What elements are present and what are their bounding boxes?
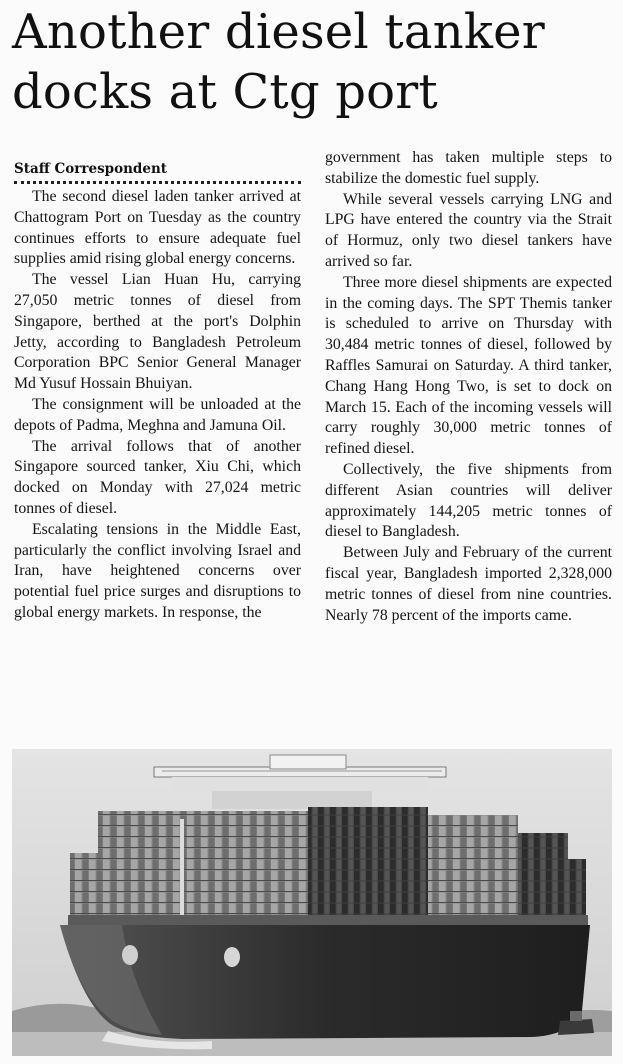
ship-photo (12, 749, 612, 1056)
tugboat (558, 1019, 594, 1035)
paragraph: Three more diesel shipments are expected in the coming days. The SPT Themis tanker is scheduled to arrive on Thursday with 30,484 metric tonnes of diesel, followed by Raffles Samurai on Saturday. A third tanker, Chang Hang Hong Two, is set to dock on March 15. Each of the incoming vessels will carry roughly 30,000 metric tonnes of refined diesel. (325, 273, 612, 458)
headline-line-1: Another diesel tanker (12, 4, 545, 60)
paragraph: The consignment will be unloaded at the depots of Padma, Meghna and Jamuna Oil. (14, 395, 301, 434)
paragraph: The arrival follows that of another Singapore sourced tanker, Xiu Chi, which docked on Monday with 27,024 metric tonnes of diesel. (14, 437, 301, 517)
paragraph: Escalating tensions in the Middle East, particularly the conflict involving Israel and Iran, have heightened concerns over potential fuel price surges and disruptions to global energy markets. In response, the (14, 520, 301, 621)
container-stack (428, 815, 518, 923)
container-stack (518, 833, 568, 929)
paragraph: Collectively, the five shipments from different Asian countries will deliver approximately 144,205 metric tonnes of diesel to Bangladesh. (325, 460, 612, 541)
article-column-1 (14, 187, 301, 624)
container-stack (98, 811, 308, 915)
headline-line-2: docks at Ctg port (12, 64, 438, 120)
paragraph-continuation: government has taken multiple steps to stabilize the domestic fuel supply. (325, 149, 612, 187)
mast (180, 819, 184, 915)
paragraph: The second diesel laden tanker arrived at Chattogram Port on Tuesday as the country continues efforts to ensure adequate fuel supplies amid rising global energy concerns. (14, 188, 301, 268)
paragraph: Between July and February of the current fiscal year, Bangladesh imported 2,328,000 metric tonnes of diesel from nine countries. Nearly 78 percent of the imports came. (325, 544, 612, 624)
container-stack (308, 807, 428, 927)
byline: Staff Correspondent (14, 161, 168, 177)
paragraph: The vessel Lian Huan Hu, carrying 27,050 metric tonnes of diesel from Singapore, berthed at the port's Dolphin Jetty, according to Bangladesh Petroleum Corporation BPC Senior General Manager Md Yusuf Hossain Bhuiyan. (14, 271, 301, 393)
article-column-2 (325, 148, 612, 626)
anchor (224, 947, 240, 967)
byline-dotted-rule (14, 181, 301, 184)
anchor (122, 945, 138, 965)
paragraph: While several vessels carrying LNG and LPG have entered the country via the Strait of Hormuz, only two diesel tankers have arrived so far. (325, 190, 612, 270)
headline (12, 2, 617, 122)
